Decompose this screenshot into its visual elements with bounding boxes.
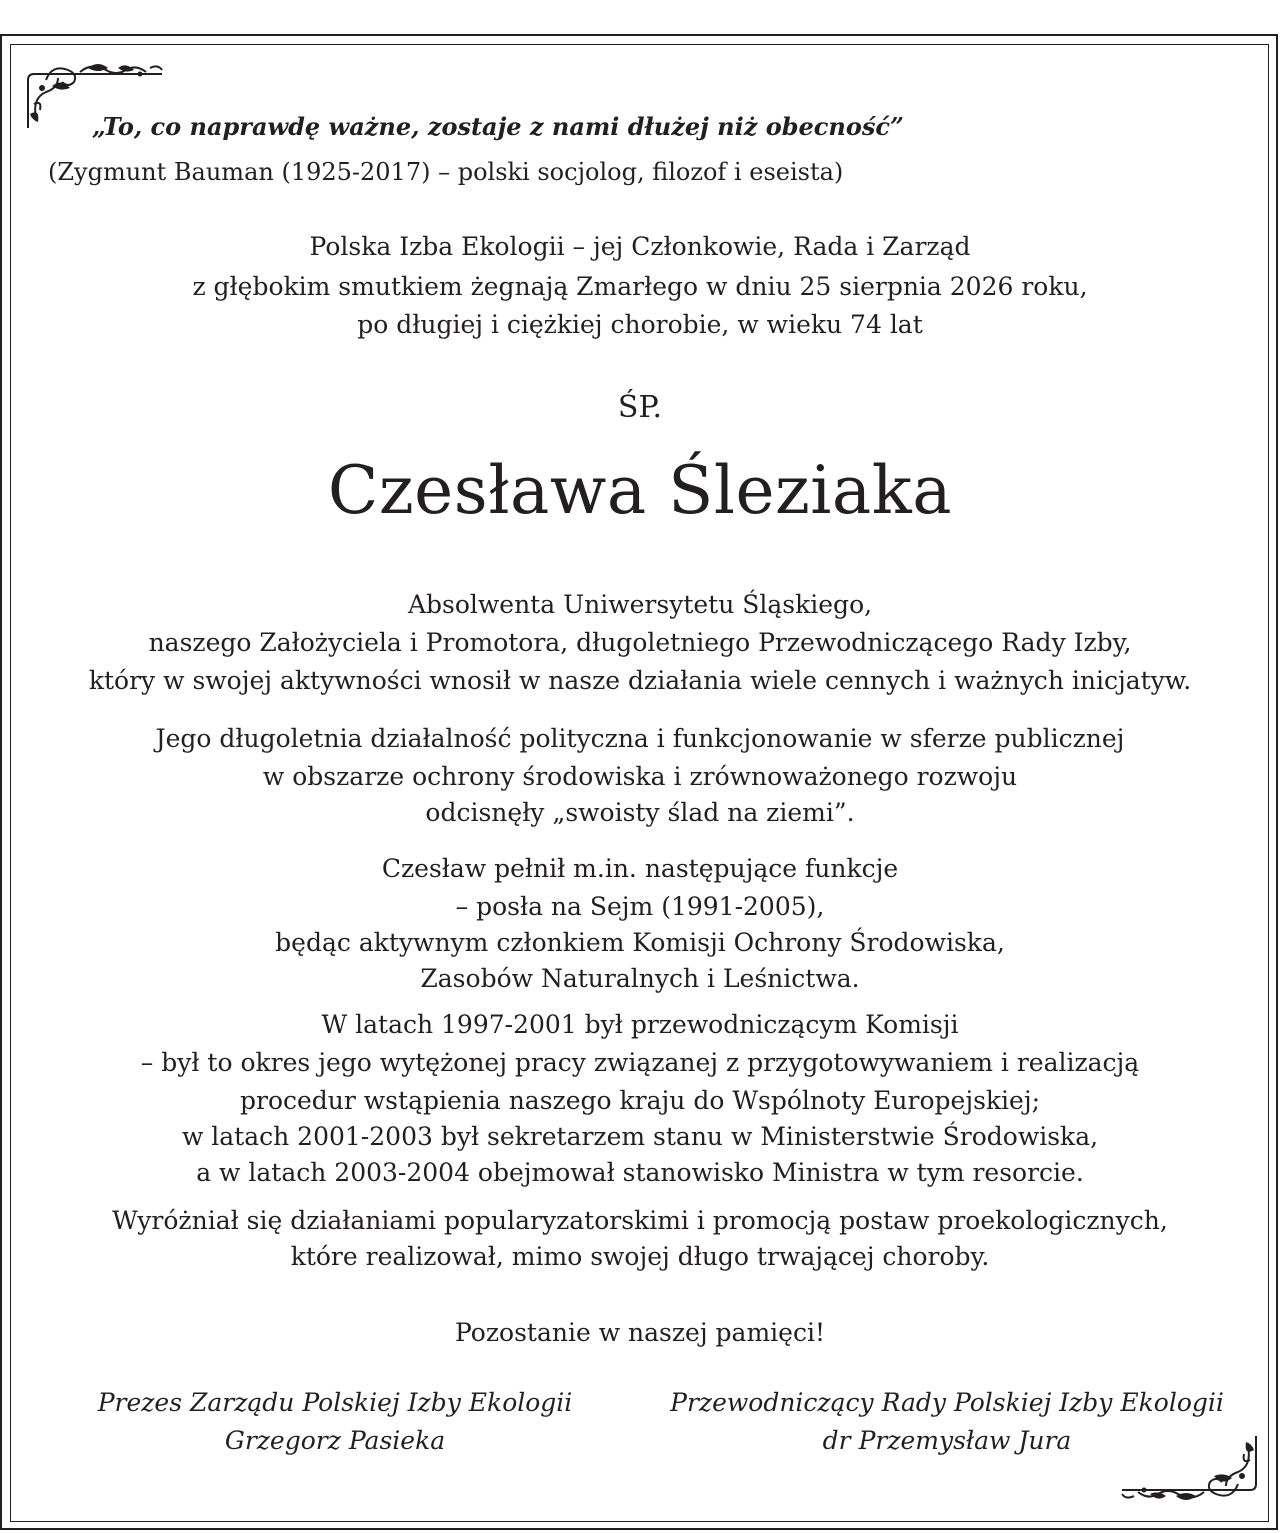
body-line: w latach 2001-2003 był sekretarzem stanu w Ministerstwie Środowiska,: [181, 1122, 1099, 1151]
epigraph-source: (Zygmunt Bauman (1925-2017) – polski socjolog, filozof i eseista): [48, 158, 844, 186]
farewell-line: Pozostanie w naszej pamięci!: [455, 1318, 825, 1347]
body-line: Czesław pełnił m.in. następujące funkcje: [381, 854, 899, 883]
body-line: – posła na Sejm (1991-2005),: [455, 892, 825, 921]
body-line: w obszarze ochrony środowiska i zrównoważonego rozwoju: [262, 762, 1018, 791]
signature-left-role: Prezes Zarządu Polskiej Izby Ekologii: [97, 1388, 573, 1417]
body-line: który w swojej aktywności wnosił w nasze działania wiele cennych i ważnych inicjatyw.: [88, 666, 1192, 695]
intro-line: z głębokim smutkiem żegnają Zmarłego w dniu 25 sierpnia 2026 roku,: [192, 272, 1088, 301]
deceased-name: Czesława Śleziaka: [327, 452, 953, 529]
signature-right-role: Przewodniczący Rady Polskiej Izby Ekologii: [670, 1388, 1224, 1417]
body-line: Zasobów Naturalnych i Leśnictwa.: [420, 964, 860, 993]
body-line: Wyróżniał się działaniami popularyzatorskimi i promocją postaw proekologicznych,: [112, 1206, 1168, 1235]
intro-line: po długiej i ciężkiej chorobie, w wieku 74 lat: [357, 310, 923, 339]
body-line: odcisnęły „swoisty ślad na ziemi”.: [425, 798, 855, 827]
body-line: procedur wstąpienia naszego kraju do Wspólnoty Europejskiej;: [239, 1086, 1041, 1115]
body-line: Absolwenta Uniwersytetu Śląskiego,: [407, 590, 873, 619]
signature-right-name: dr Przemysław Jura: [822, 1426, 1072, 1455]
intro-line: Polska Izba Ekologii – jej Członkowie, Rada i Zarząd: [309, 232, 971, 261]
epigraph-quote: „To, co naprawdę ważne, zostaje z nami dłużej niż obecność”: [92, 112, 904, 141]
body-line: które realizował, mimo swojej długo trwającej choroby.: [290, 1242, 990, 1271]
body-line: będąc aktywnym członkiem Komisji Ochrony Środowiska,: [275, 928, 1005, 957]
honorific: ŚP.: [617, 390, 663, 425]
body-line: W latach 1997-2001 był przewodniczącym Komisji: [321, 1010, 959, 1039]
body-line: – był to okres jego wytężonej pracy związanej z przygotowywaniem i realizacją: [140, 1048, 1140, 1077]
body-line: a w latach 2003-2004 obejmował stanowisko Ministra w tym resorcie.: [196, 1158, 1084, 1187]
body-line: Jego długoletnia działalność polityczna i funkcjonowanie w sferze publicznej: [155, 724, 1125, 753]
body-line: naszego Założyciela i Promotora, długoletniego Przewodniczącego Rady Izby,: [148, 628, 1132, 657]
signature-left-name: Grzegorz Pasieka: [224, 1426, 446, 1455]
